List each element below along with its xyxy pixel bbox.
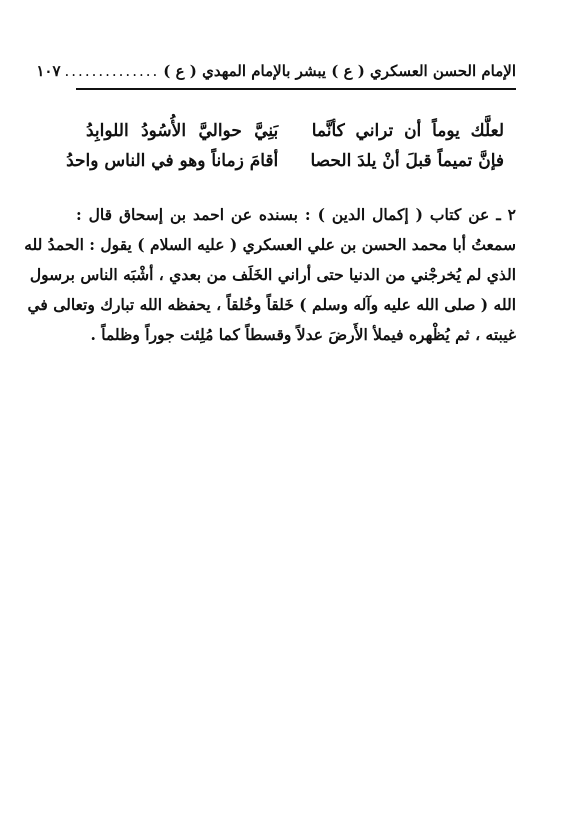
poem-verse (66, 146, 504, 176)
poem-first-hemistich: فإنَّ تميماً قبلَ أنْ يلدَ الحصا (310, 151, 504, 171)
poem (66, 116, 504, 176)
poem-first-hemistich: لعلَّك يوماً أن تراني كأنَّما (311, 121, 504, 141)
paragraph-line: الله ( صلى الله عليه وآله وسلم ) خَلقاً وخُلقاً ، يحفظه الله تبارك وتعالى في (27, 295, 516, 314)
running-header (36, 58, 516, 84)
header-dot-leader: .............. (64, 62, 160, 80)
poem-verse (86, 116, 504, 146)
header-rule (76, 88, 516, 90)
page-number: ١٠٧ (36, 62, 61, 80)
header-title: الإمام الحسن العسكري ( ع ) يبشر بالإمام المهدي ( ع ) (163, 62, 516, 80)
paragraph-line: غيبته ، ثم يُظْهره فيملأ الأَرضَ عدلاً وقسطاً كما مُلِئت جوراً وظلماً . (90, 325, 516, 344)
poem-second-hemistich: بَنِيَّ حواليَّ الأُسُودُ اللوابِدُ (86, 121, 279, 141)
paragraph-line: سمعتُ أبا محمد الحسن بن علي العسكري ( عليه السلام ) يقول : الحمدُ لله (24, 235, 516, 254)
paragraph-line: ٢ ـ عن كتاب ( إكمال الدين ) : بسنده عن احمد بن إسحاق قال : (76, 205, 516, 224)
poem-second-hemistich: أقامَ زماناً وهو في الناس واحدُ (66, 151, 279, 171)
paragraph-line: الذي لم يُخرجْني من الدنيا حتى أراني الخَلَف من بعدي ، أشْبَه الناس برسول (29, 265, 516, 284)
hadith-paragraph (24, 200, 516, 350)
